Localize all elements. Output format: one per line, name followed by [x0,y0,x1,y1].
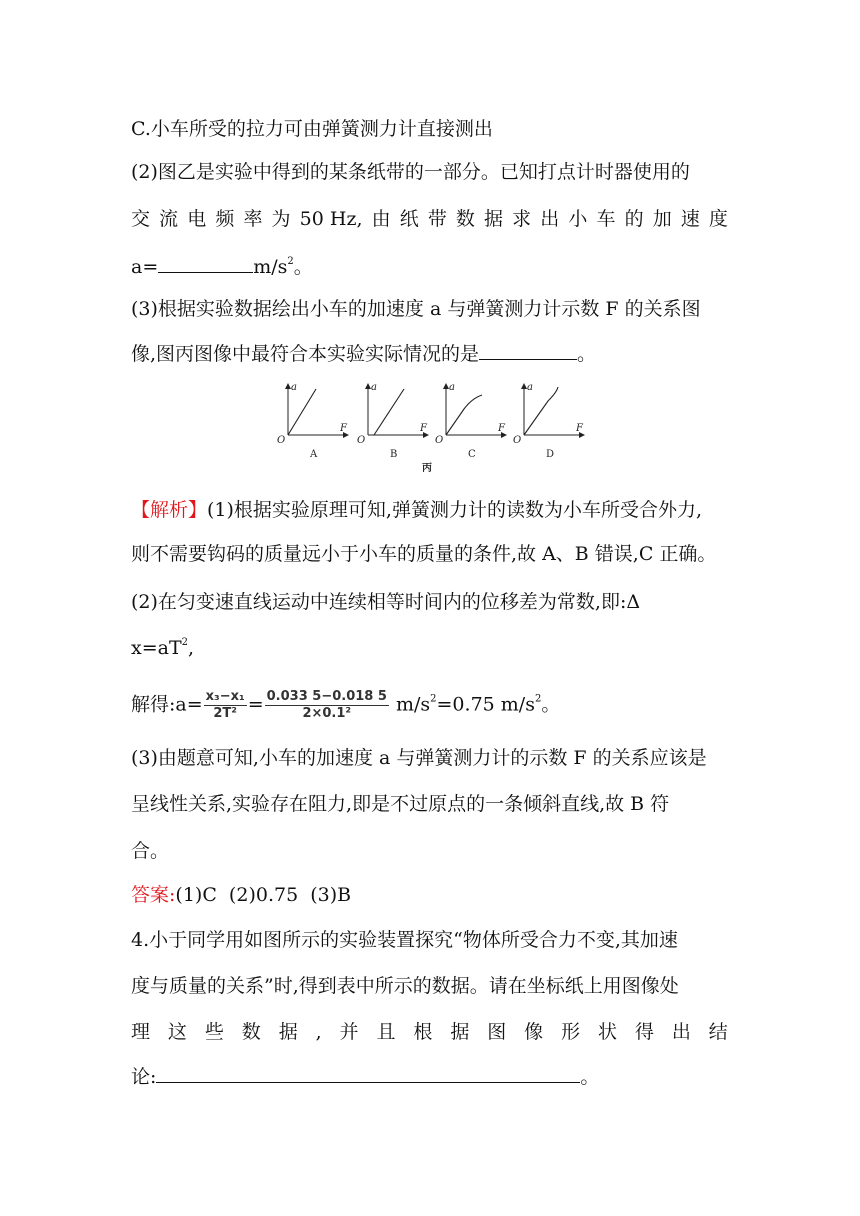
justified-char: 理 [131,1021,151,1043]
justified-char: 交 [131,208,151,230]
justified-char: 的 [624,208,644,230]
justified-char: 加 [652,208,672,230]
justified-char: 求 [512,208,532,230]
analysis-line1 [131,498,702,522]
answer-blank-graph[interactable] [479,341,577,360]
question4-line4 [131,1064,599,1089]
justified-char: 流 [159,208,179,230]
justified-char: 据 [278,1021,298,1043]
answer-blank-accel[interactable] [158,254,253,273]
accel-prefix: a= [131,256,159,278]
graph-option-label: A [310,449,318,460]
question4-line1: 4.小于同学用如图所示的实验装置探究“物体所受合力不变,其加速 [131,929,678,951]
graph-axis-label-f: F [498,423,505,434]
justified-char: 带 [427,208,447,230]
justified-char: 据 [484,208,504,230]
graph-origin-label: O [277,435,286,446]
solve-prefix: 解得:a= [131,693,203,716]
fraction-2-numerator: 0.033 5−0.018 5 [266,689,387,704]
fraction-2 [265,689,389,722]
graph-axis-label-a: a [291,382,297,393]
justified-char: 得 [634,1021,654,1043]
analysis-text: (1)根据实验原理可知,弹簧测力计的读数为小车所受合外力, [207,499,703,521]
justified-char: , [315,1021,322,1043]
analysis-line3: (2)在匀变速直线运动中连续相等时间内的位移差为常数,即:Δ [131,591,641,613]
period: 。 [577,343,597,365]
analysis-line7: 呈线性关系,实验存在阻力,即是不过原点的一条倾斜直线,故 B 符 [131,793,670,815]
graph-origin-label: O [513,435,522,446]
justified-char: 形 [561,1021,581,1043]
result-text: =0.75 m/s [436,693,535,716]
justified-char: 电 [187,208,207,230]
period: 。 [293,256,313,278]
analysis-line6: (3)由题意可知,小车的加速度 a 与弹簧测力计的示数 F 的关系应该是 [131,747,707,769]
graph-axis-label-a: a [527,382,533,393]
justified-char: 据 [450,1021,470,1043]
question4-line3 [131,1020,728,1044]
justified-char: 结 [708,1021,728,1043]
graph-line [446,395,482,435]
fraction-1 [204,689,247,722]
fraction-2-denominator: 2×0.1² [302,706,352,721]
justified-char: 速 [680,208,700,230]
option-c-text: C.小车所受的拉力可由弹簧测力计直接测出 [131,118,493,140]
graph-option-label: B [390,449,398,460]
superscript: 2 [430,693,437,705]
justified-char: 车 [596,208,616,230]
analysis-tag: 【解析】 [131,499,208,521]
justified-char: 频 [215,208,235,230]
superscript: 2 [181,637,189,648]
justified-char: 状 [598,1021,618,1043]
question2-line3 [131,254,313,279]
justified-char: 这 [167,1021,187,1043]
question2-line2 [131,207,728,231]
comma: , [188,637,195,659]
justified-char: 由 [371,208,391,230]
conclusion-prefix: 论: [131,1066,157,1088]
analysis-line2: 则不需要钩码的质量远小于小车的质量的条件,故 A、B 错误,C 正确。 [131,543,717,565]
analysis-line5 [131,689,560,722]
graph-axis-label-f: F [576,423,583,434]
fraction-1-denominator: 2T² [213,706,237,721]
justified-char: 根 [413,1021,433,1043]
question3-line2 [131,341,596,366]
unit-text: m/s [253,256,288,278]
justified-char: 并 [339,1021,359,1043]
justified-char: 率 [243,208,263,230]
justified-char: 像 [524,1021,544,1043]
graph-option-label: D [546,449,555,460]
figure-caption: 丙 [422,463,432,474]
justified-char: 数 [241,1021,261,1043]
graph-option-label: C [468,449,476,460]
graph-line [288,389,316,435]
graph-origin-label: O [357,435,366,446]
analysis-line8: 合。 [131,840,170,862]
justified-char: 小 [568,208,588,230]
analysis-line4 [131,636,194,660]
graph-axis-label-f: F [420,423,427,434]
unit-text: m/s [389,693,431,716]
justified-char: 纸 [399,208,419,230]
graph-origin-label: O [435,435,444,446]
graph-axis-label-a: a [449,382,455,393]
unit-superscript: 2 [287,256,294,267]
formula-text: x=aT [131,637,182,659]
graph-line [524,387,558,435]
justified-char: 数 [455,208,475,230]
justified-char: 度 [708,208,728,230]
figure-graphs [268,378,598,478]
question2-line1: (2)图乙是实验中得到的某条纸带的一部分。已知打点计时器使用的 [131,161,690,183]
answer-blank-conclusion[interactable] [156,1064,580,1083]
graph-axis-label-a: a [371,382,377,393]
question3-line1: (3)根据实验数据绘出小车的加速度 a 与弹簧测力计示数 F 的关系图 [131,298,701,320]
justified-char: 出 [540,208,560,230]
graph-axis-label-f: F [340,423,347,434]
justified-char: 50 Hz, [299,208,363,230]
justified-char: 且 [376,1021,396,1043]
question3-text: 像,图丙图像中最符合本实验实际情况的是 [131,343,480,365]
answer-line [131,883,351,907]
period: 。 [541,693,561,716]
question4-line2: 度与质量的关系”时,得到表中所示的数据。请在坐标纸上用图像处 [131,975,679,997]
justified-char: 为 [271,208,291,230]
superscript: 2 [534,693,542,705]
equals: = [247,693,264,716]
justified-char: 图 [487,1021,507,1043]
answer-text: (1)C (2)0.75 (3)B [175,884,352,906]
fraction-1-numerator: x₃−x₁ [205,689,245,704]
period: 。 [580,1066,600,1088]
answer-label: 答案: [131,884,176,906]
justified-char: 些 [204,1021,224,1043]
graph-line [374,389,404,435]
justified-char: 出 [671,1021,691,1043]
